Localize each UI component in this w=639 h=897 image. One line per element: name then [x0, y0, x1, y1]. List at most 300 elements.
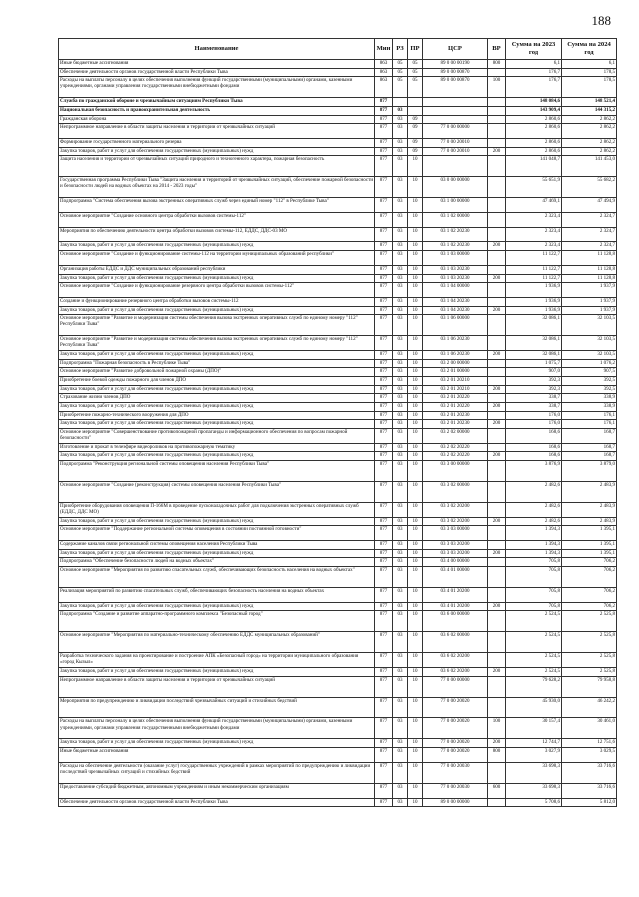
table-row [59, 481, 617, 502]
row-vr [488, 376, 506, 385]
row-rz: 03 [393, 177, 408, 198]
row-vr [488, 443, 506, 452]
row-rz: 03 [393, 359, 408, 368]
row-pr: 10 [408, 212, 423, 227]
row-pr: 10 [408, 452, 423, 461]
row-rz: 03 [393, 351, 408, 360]
row-csr: 03 1 06 20230 [423, 336, 488, 351]
row-vr [488, 68, 506, 77]
header-sum-2023: Сумма на 2023 год [506, 39, 562, 60]
row-min: 877 [375, 460, 393, 481]
row-pr: 10 [408, 359, 423, 368]
row-vr [488, 411, 506, 420]
row-pr: 10 [408, 198, 423, 213]
row-rz: 03 [393, 748, 408, 763]
row-csr: 03 1 04 20230 [423, 298, 488, 307]
row-rz: 03 [393, 394, 408, 403]
row-csr: 03 1 03 00000 [423, 251, 488, 266]
row-sum-2023: 11 122,7 [506, 265, 562, 274]
row-pr: 10 [408, 443, 423, 452]
row-pr: 10 [408, 274, 423, 283]
row-name: Гражданская оборона [59, 115, 375, 124]
table-row [59, 502, 617, 517]
row-pr: 10 [408, 298, 423, 307]
row-pr: 10 [408, 283, 423, 298]
row-vr [488, 315, 506, 336]
row-rz: 03 [393, 385, 408, 394]
row-sum-2024: 46 242,2 [562, 697, 617, 718]
row-name: Иные бюджетные ассигнования [59, 60, 375, 69]
row-pr: 10 [408, 227, 423, 242]
row-min: 877 [375, 587, 393, 602]
row-sum-2023: 392,3 [506, 385, 562, 394]
row-pr: 10 [408, 526, 423, 541]
row-csr: 03 3 02 00000 [423, 481, 488, 502]
row-rz: 03 [393, 762, 408, 783]
row-pr: 10 [408, 517, 423, 526]
row-csr: 77 0 00 20010 [423, 138, 488, 147]
row-vr: 200 [488, 402, 506, 411]
row-pr: 10 [408, 739, 423, 748]
row-min: 877 [375, 198, 393, 213]
row-sum-2023: 2 860,6 [506, 147, 562, 156]
row-sum-2023: 3 876,9 [506, 460, 562, 481]
row-min: 877 [375, 368, 393, 377]
row-rz: 03 [393, 242, 408, 251]
row-csr: 03 3 03 00000 [423, 526, 488, 541]
table-row [59, 632, 617, 653]
row-min: 877 [375, 566, 393, 587]
row-sum-2024: 2 862,2 [562, 124, 617, 139]
row-csr: 03 2 00 00000 [423, 359, 488, 368]
row-csr: 03 2 02 20220 [423, 443, 488, 452]
row-rz: 03 [393, 274, 408, 283]
row-sum-2023: 2 323,4 [506, 227, 562, 242]
row-csr: 03 4 01 00000 [423, 566, 488, 587]
row-pr: 10 [408, 394, 423, 403]
row-pr: 05 [408, 77, 423, 98]
row-vr [488, 106, 506, 115]
row-vr: 200 [488, 242, 506, 251]
table-row [59, 298, 617, 307]
row-sum-2024: 1 937,9 [562, 298, 617, 307]
row-name: Организация работы ЕДДС и ДДС муниципальных образований республики [59, 265, 375, 274]
table-row [59, 77, 617, 98]
row-rz: 03 [393, 106, 408, 115]
row-csr: 03 4 00 00000 [423, 558, 488, 567]
row-vr [488, 502, 506, 517]
row-name: Защита населения и территории от чрезвычайных ситуаций природного и техногенного характера, пожарная безопасность [59, 156, 375, 177]
budget-table [58, 38, 617, 807]
row-sum-2023: 11 122,7 [506, 274, 562, 283]
row-sum-2023: 2 860,6 [506, 115, 562, 124]
row-pr: 10 [408, 632, 423, 653]
row-sum-2023: 1 394,3 [506, 540, 562, 549]
row-pr: 10 [408, 558, 423, 567]
row-rz: 03 [393, 697, 408, 718]
row-min: 877 [375, 336, 393, 351]
row-min: 877 [375, 265, 393, 274]
row-csr: 77 0 00 20010 [423, 147, 488, 156]
row-vr: 100 [488, 718, 506, 739]
row-min: 877 [375, 798, 393, 807]
row-sum-2023: 32 086,1 [506, 336, 562, 351]
row-sum-2023: 907,0 [506, 368, 562, 377]
row-vr [488, 283, 506, 298]
row-vr [488, 156, 506, 177]
row-name: Мероприятия по предупреждению и ликвидации последствий чрезвычайных ситуаций и стихийных бедствий [59, 697, 375, 718]
row-vr: 800 [488, 748, 506, 763]
row-min: 877 [375, 558, 393, 567]
row-min: 877 [375, 452, 393, 461]
row-sum-2024: 168,7 [562, 443, 617, 452]
row-rz: 03 [393, 502, 408, 517]
row-rz: 05 [393, 60, 408, 69]
row-sum-2024: 2 483,9 [562, 517, 617, 526]
row-min: 877 [375, 106, 393, 115]
row-csr: 03 1 02 00000 [423, 212, 488, 227]
row-sum-2024: 706,2 [562, 566, 617, 587]
row-vr [488, 798, 506, 807]
row-sum-2023: 176,0 [506, 420, 562, 429]
row-rz: 03 [393, 549, 408, 558]
row-vr: 800 [488, 60, 506, 69]
row-min: 863 [375, 68, 393, 77]
header-name: Наименование [59, 39, 375, 60]
row-sum-2023: 12 744,7 [506, 739, 562, 748]
row-min: 877 [375, 138, 393, 147]
row-name: Разработка технического задания на проектирование и построение АПК «Безопасный город» на территории муниципального образования «город Кызыл» [59, 653, 375, 668]
row-sum-2023: 2 860,6 [506, 138, 562, 147]
row-min: 877 [375, 420, 393, 429]
row-min: 877 [375, 385, 393, 394]
row-sum-2024: 5 812,0 [562, 798, 617, 807]
row-csr: 03 3 03 20200 [423, 549, 488, 558]
row-rz: 03 [393, 298, 408, 307]
row-rz [393, 98, 408, 107]
row-csr: 77 0 00 20020 [423, 748, 488, 763]
table-row [59, 265, 617, 274]
row-pr: 10 [408, 242, 423, 251]
row-sum-2024: 1 395,1 [562, 526, 617, 541]
table-row [59, 124, 617, 139]
row-name: Служба по гражданской обороне и чрезвычайным ситуациям Республики Тыва [59, 98, 375, 107]
row-sum-2024: 392,5 [562, 385, 617, 394]
row-sum-2024: 47 494,9 [562, 198, 617, 213]
row-vr [488, 566, 506, 587]
row-name: Основное мероприятие "Создание и функционирование резервного центра обработки вызовов системы-112" [59, 283, 375, 298]
row-csr: 03 1 02 20230 [423, 227, 488, 242]
row-sum-2024: 141 453,0 [562, 156, 617, 177]
table-row [59, 376, 617, 385]
table-row [59, 602, 617, 611]
row-name: Подпрограмма "Реконструкция региональной системы оповещения населения Республики Тыва" [59, 460, 375, 481]
table-row [59, 212, 617, 227]
table-header-row [59, 39, 617, 60]
row-name: Подпрограмма "Пожарная безопасность в Республике Тыва" [59, 359, 375, 368]
row-sum-2023: 392,3 [506, 376, 562, 385]
row-rz: 03 [393, 718, 408, 739]
row-min: 877 [375, 762, 393, 783]
row-sum-2024: 176,1 [562, 420, 617, 429]
row-rz: 03 [393, 147, 408, 156]
row-sum-2023: 32 086,1 [506, 315, 562, 336]
row-sum-2024: 2 525,8 [562, 611, 617, 632]
table-row [59, 251, 617, 266]
row-rz: 03 [393, 667, 408, 676]
page-number: 188 [591, 13, 611, 28]
row-rz: 03 [393, 566, 408, 587]
row-sum-2024: 907,5 [562, 368, 617, 377]
row-rz: 03 [393, 198, 408, 213]
row-name: Закупка товаров, работ и услуг для обеспечения государственных (муниципальных) нужд [59, 306, 375, 315]
row-vr: 200 [488, 549, 506, 558]
row-rz: 03 [393, 306, 408, 315]
row-vr: 200 [488, 385, 506, 394]
row-sum-2024: 33 716,6 [562, 762, 617, 783]
row-name: Основное мероприятие "Совершенствование противопожарной пропаганды и информационного обеспечения по вопросам пожарной безопасности" [59, 428, 375, 443]
row-vr: 200 [488, 667, 506, 676]
row-sum-2024: 1 076,2 [562, 359, 617, 368]
row-sum-2024: 168,7 [562, 452, 617, 461]
row-pr: 10 [408, 336, 423, 351]
row-pr: 10 [408, 351, 423, 360]
row-min: 877 [375, 549, 393, 558]
row-name: Основное мероприятие "Мероприятия по развитию спасательных служб, обеспечивающих безопасность населения на водных объектах" [59, 566, 375, 587]
row-rz: 03 [393, 368, 408, 377]
row-csr: 03 2 01 20210 [423, 376, 488, 385]
row-csr: 03 6 02 20200 [423, 653, 488, 668]
table-row [59, 667, 617, 676]
table-row [59, 227, 617, 242]
row-vr [488, 177, 506, 198]
row-sum-2024: 11 128,8 [562, 274, 617, 283]
row-min: 877 [375, 748, 393, 763]
row-min: 877 [375, 697, 393, 718]
row-csr: 03 6 02 00000 [423, 632, 488, 653]
row-sum-2023: 143 909,4 [506, 106, 562, 115]
row-vr: 200 [488, 306, 506, 315]
row-sum-2023: 705,8 [506, 587, 562, 602]
row-csr: 03 2 02 20220 [423, 452, 488, 461]
row-pr: 10 [408, 306, 423, 315]
row-rz: 03 [393, 798, 408, 807]
row-pr: 10 [408, 502, 423, 517]
row-vr: 200 [488, 452, 506, 461]
row-name: Основное мероприятие "Развитие добровольной пожарной охраны (ДПО)" [59, 368, 375, 377]
header-csr: ЦСР [423, 39, 488, 60]
row-sum-2023: 2 323,4 [506, 212, 562, 227]
row-name: Мероприятия по обеспечению деятельности центра обработки вызовов системы-112, ЕДДС, ДДС-03 МО [59, 227, 375, 242]
row-sum-2023: 1 936,9 [506, 283, 562, 298]
row-min: 877 [375, 428, 393, 443]
row-pr: 10 [408, 368, 423, 377]
row-vr [488, 265, 506, 274]
row-sum-2024: 176,1 [562, 411, 617, 420]
row-pr: 10 [408, 411, 423, 420]
row-csr: 03 0 00 00000 [423, 177, 488, 198]
table-row [59, 587, 617, 602]
row-min: 877 [375, 517, 393, 526]
row-sum-2024: 6,1 [562, 60, 617, 69]
row-name: Закупка товаров, работ и услуг для обеспечения государственных (муниципальных) нужд [59, 420, 375, 429]
row-sum-2024: 30 461,0 [562, 718, 617, 739]
row-csr: 77 0 00 20020 [423, 718, 488, 739]
row-sum-2024: 32 103,5 [562, 315, 617, 336]
row-name: Закупка товаров, работ и услуг для обеспечения государственных (муниципальных) нужд [59, 602, 375, 611]
row-vr [488, 697, 506, 718]
row-min: 877 [375, 251, 393, 266]
row-min: 877 [375, 306, 393, 315]
row-vr [488, 676, 506, 697]
row-vr [488, 336, 506, 351]
row-name: Закупка товаров, работ и услуг для обеспечения государственных (муниципальных) нужд [59, 351, 375, 360]
row-rz: 03 [393, 783, 408, 798]
row-pr: 10 [408, 762, 423, 783]
table-row [59, 115, 617, 124]
row-pr: 10 [408, 748, 423, 763]
row-name: Основное мероприятие "Мероприятия по материально-техническому обеспечению ЕДДС муниципальных образований" [59, 632, 375, 653]
row-rz: 03 [393, 632, 408, 653]
table-row [59, 411, 617, 420]
row-pr: 10 [408, 420, 423, 429]
row-csr: 03 2 02 00000 [423, 428, 488, 443]
row-vr [488, 394, 506, 403]
row-csr: 03 1 00 00000 [423, 198, 488, 213]
row-sum-2024: 392,5 [562, 376, 617, 385]
table-row [59, 676, 617, 697]
table-row [59, 566, 617, 587]
row-vr [488, 298, 506, 307]
header-vr: ВР [488, 39, 506, 60]
row-pr: 10 [408, 265, 423, 274]
row-csr: 89 0 00 00000 [423, 798, 488, 807]
row-min: 877 [375, 376, 393, 385]
table-row [59, 68, 617, 77]
table-row [59, 198, 617, 213]
row-vr [488, 359, 506, 368]
row-pr: 09 [408, 147, 423, 156]
table-row [59, 147, 617, 156]
row-name: Закупка товаров, работ и услуг для обеспечения государственных (муниципальных) нужд [59, 274, 375, 283]
row-sum-2024: 2 862,2 [562, 147, 617, 156]
row-sum-2023: 6,1 [506, 60, 562, 69]
table-row [59, 351, 617, 360]
row-vr [488, 762, 506, 783]
row-name: Обеспечение деятельности органов государственной власти Республики Тыва [59, 798, 375, 807]
row-rz: 03 [393, 517, 408, 526]
row-name: Создание и функционирование резервного центра обработки вызовов системы-112 [59, 298, 375, 307]
row-sum-2024: 3 029,5 [562, 748, 617, 763]
row-name: Закупка товаров, работ и услуг для обеспечения государственных (муниципальных) нужд [59, 667, 375, 676]
row-name: Закупка товаров, работ и услуг для обеспечения государственных (муниципальных) нужд [59, 385, 375, 394]
row-sum-2023: 3 027,9 [506, 748, 562, 763]
row-rz: 03 [393, 452, 408, 461]
row-sum-2023: 2 482,6 [506, 517, 562, 526]
row-rz: 03 [393, 420, 408, 429]
row-csr: 77 0 00 20020 [423, 739, 488, 748]
row-name: Приобретение пожарно-технического вооружения для ДПО [59, 411, 375, 420]
row-csr: 03 1 04 00000 [423, 283, 488, 298]
row-csr: 89 0 00 00870 [423, 68, 488, 77]
row-min: 877 [375, 783, 393, 798]
row-name: Основное мероприятие "Развитие и модернизация системы обеспечения вызова экстренных оперативных служб по единому номеру "112" Республики Тыва" [59, 336, 375, 351]
table-row [59, 138, 617, 147]
table-row [59, 98, 617, 107]
table-row [59, 526, 617, 541]
row-csr: 03 1 04 20230 [423, 306, 488, 315]
row-rz: 03 [393, 156, 408, 177]
row-csr: 03 1 03 20230 [423, 265, 488, 274]
row-vr [488, 526, 506, 541]
table-row [59, 428, 617, 443]
row-pr: 10 [408, 177, 423, 198]
row-rz: 03 [393, 611, 408, 632]
row-name: Обеспечение деятельности органов государственной власти Республики Тыва [59, 68, 375, 77]
row-csr: 03 1 06 00000 [423, 315, 488, 336]
row-min: 877 [375, 298, 393, 307]
row-sum-2024: 2 862,2 [562, 138, 617, 147]
row-sum-2024: 11 128,8 [562, 251, 617, 266]
row-pr: 10 [408, 540, 423, 549]
row-sum-2024: 1 395,1 [562, 540, 617, 549]
row-sum-2023: 1 394,3 [506, 526, 562, 541]
row-csr: 03 2 01 20230 [423, 411, 488, 420]
row-sum-2024: 3 879,0 [562, 460, 617, 481]
row-min: 877 [375, 283, 393, 298]
row-pr: 10 [408, 718, 423, 739]
row-csr: 03 2 01 00000 [423, 368, 488, 377]
row-csr: 03 6 02 20200 [423, 667, 488, 676]
row-rz: 03 [393, 315, 408, 336]
row-rz: 03 [393, 251, 408, 266]
row-pr: 10 [408, 667, 423, 676]
row-name: Закупка товаров, работ и услуг для обеспечения государственных (муниципальных) нужд [59, 739, 375, 748]
row-min: 877 [375, 115, 393, 124]
row-sum-2023: 55 651,9 [506, 177, 562, 198]
row-csr: 03 3 02 20200 [423, 517, 488, 526]
row-csr: 03 2 01 20210 [423, 385, 488, 394]
row-sum-2024: 12 751,6 [562, 739, 617, 748]
row-pr: 10 [408, 460, 423, 481]
row-vr [488, 251, 506, 266]
row-vr: 200 [488, 274, 506, 283]
row-vr [488, 611, 506, 632]
row-vr: 200 [488, 602, 506, 611]
row-sum-2024: 79 958,8 [562, 676, 617, 697]
row-min: 877 [375, 124, 393, 139]
row-name: Расходы на обеспечение деятельности (оказание услуг) государственных учреждений в рамках мероприятий по предупреждению и ликвидации последствий чрезвычайных ситуаций и стихийных бедствий [59, 762, 375, 783]
row-pr: 05 [408, 60, 423, 69]
table-row [59, 420, 617, 429]
row-name: Формирование государственного материального резерва [59, 138, 375, 147]
row-rz: 03 [393, 460, 408, 481]
row-sum-2023: 30 157,4 [506, 718, 562, 739]
table-row [59, 798, 617, 807]
row-name: Подпрограмма "Система обеспечения вызова экстренных оперативных служб через единый номер "112" в Республике Тыва" [59, 198, 375, 213]
row-sum-2024: 2 483,9 [562, 502, 617, 517]
row-min: 877 [375, 242, 393, 251]
row-name: Иные бюджетные ассигнования [59, 748, 375, 763]
row-csr: 77 0 00 00000 [423, 676, 488, 697]
row-csr: 03 2 01 20220 [423, 402, 488, 411]
row-vr [488, 98, 506, 107]
row-csr: 89 0 00 00870 [423, 77, 488, 98]
row-pr: 10 [408, 251, 423, 266]
table-row [59, 368, 617, 377]
row-pr: 05 [408, 68, 423, 77]
row-min: 877 [375, 156, 393, 177]
